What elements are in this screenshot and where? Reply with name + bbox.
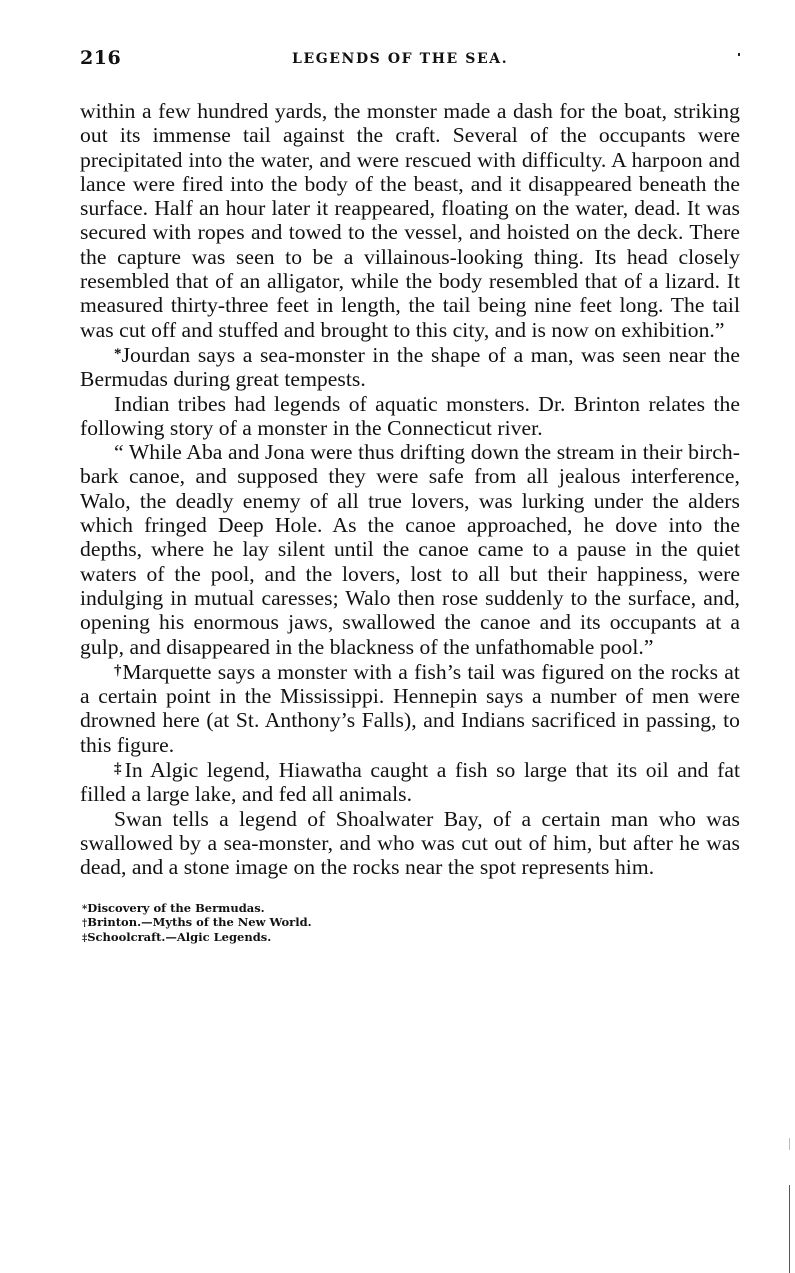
footnote-item [82,916,740,931]
paragraph-text: “ While Aba and Jona were thus drifting down the stream in their birch-bark canoe, and supposed they were safe from all jealous interference, Walo, the deadly enemy of all true lovers, was lurking under the alders which fringed Deep Hole. As the canoe approached, he dove into the depths, where he lay silent until the canoe came to a pause in the quiet waters of the pool, and the lovers, lost to all but their happiness, were indulging in mutual caresses; Walo then rose suddenly to the surface, and, opening his enormous jaws, swallowed the canoe and its occupants at a gulp, and disappeared in the blackness of the unfathomable pool.” [80,440,740,659]
book-page [80,45,740,945]
page-edge-line [789,1185,790,1273]
paragraph-text: Swan tells a legend of Shoalwater Bay, of a certain man who was swallowed by a sea-monster, and who was cut out of him, but after he was dead, and a stone image on the rocks near the spot represents him. [80,806,740,880]
body-text [80,99,740,880]
footnote-item [82,931,740,946]
footnote-mark: ‡ [82,932,88,944]
paragraph-algic-legend [80,757,740,807]
print-speck [738,53,740,56]
footnote-item [82,902,740,917]
footnote-mark: † [82,918,88,929]
footnote-text: Schoolcraft.—Algic Legends. [87,929,272,944]
paragraph-text: Indian tribes had legends of aquatic monsters. Dr. Brinton relates the following story of a monster in the Connecticut river. [80,391,740,440]
paragraph-monster-capture [80,99,740,342]
running-head [80,45,740,75]
footnote-marker-double-dagger: ‡ [114,761,125,778]
footnotes [82,902,740,946]
footnote-text: Discovery of the Bermudas. [87,900,265,915]
paragraph-text: Jourdan says a sea-monster in the shape of a man, was seen near the Bermudas during great tempests. [80,342,740,392]
footnote-marker-asterisk: * [114,345,122,362]
paragraph-text: Marquette says a monster with a fish’s tail was figured on the rocks at a certain point in the Mississippi. Hennepin says a number of men were drowned here (at St. Anthony’s Falls), and Indians sacrificed in passing, to this figure. [80,659,740,757]
page-edge-mark [789,1138,790,1150]
paragraph-jourdan [80,342,740,392]
footnote-mark: * [82,903,88,915]
footnote-text: Brinton.—Myths of the New World. [87,915,312,929]
page-number: 216 [80,47,122,69]
paragraph-indian-tribes [80,392,740,441]
paragraph-swan-shoalwater [80,807,740,880]
paragraph-text: within a few hundred yards, the monster made a dash for the boat, striking out its immense tail against the craft. Several of the occupants were precipitated into the water, and were rescued with difficulty. A harpoon and lance were fired into the body of the beast, and it disappeared beneath the surface. Half an hour later it reappeared, floating on the water, dead. It was secured with ropes and towed to the vessel, and hoisted on the deck. There the capture was seen to be a villainous-looking thing. Its head closely resembled that of an alligator, while the body resembled that of a lizard. It measured thirty-three feet in length, the tail being nine feet long. The tail was cut off and stuffed and brought to this city, and is now on exhibition.” [80,99,740,342]
paragraph-text: In Algic legend, Hiawatha caught a fish so large that its oil and fat filled a large lake, and fed all animals. [80,758,740,807]
footnote-marker-dagger: † [114,662,123,679]
paragraph-marquette [80,659,740,757]
paragraph-aba-jona-quote [80,440,740,659]
running-title: LEGENDS OF THE SEA. [292,51,509,67]
